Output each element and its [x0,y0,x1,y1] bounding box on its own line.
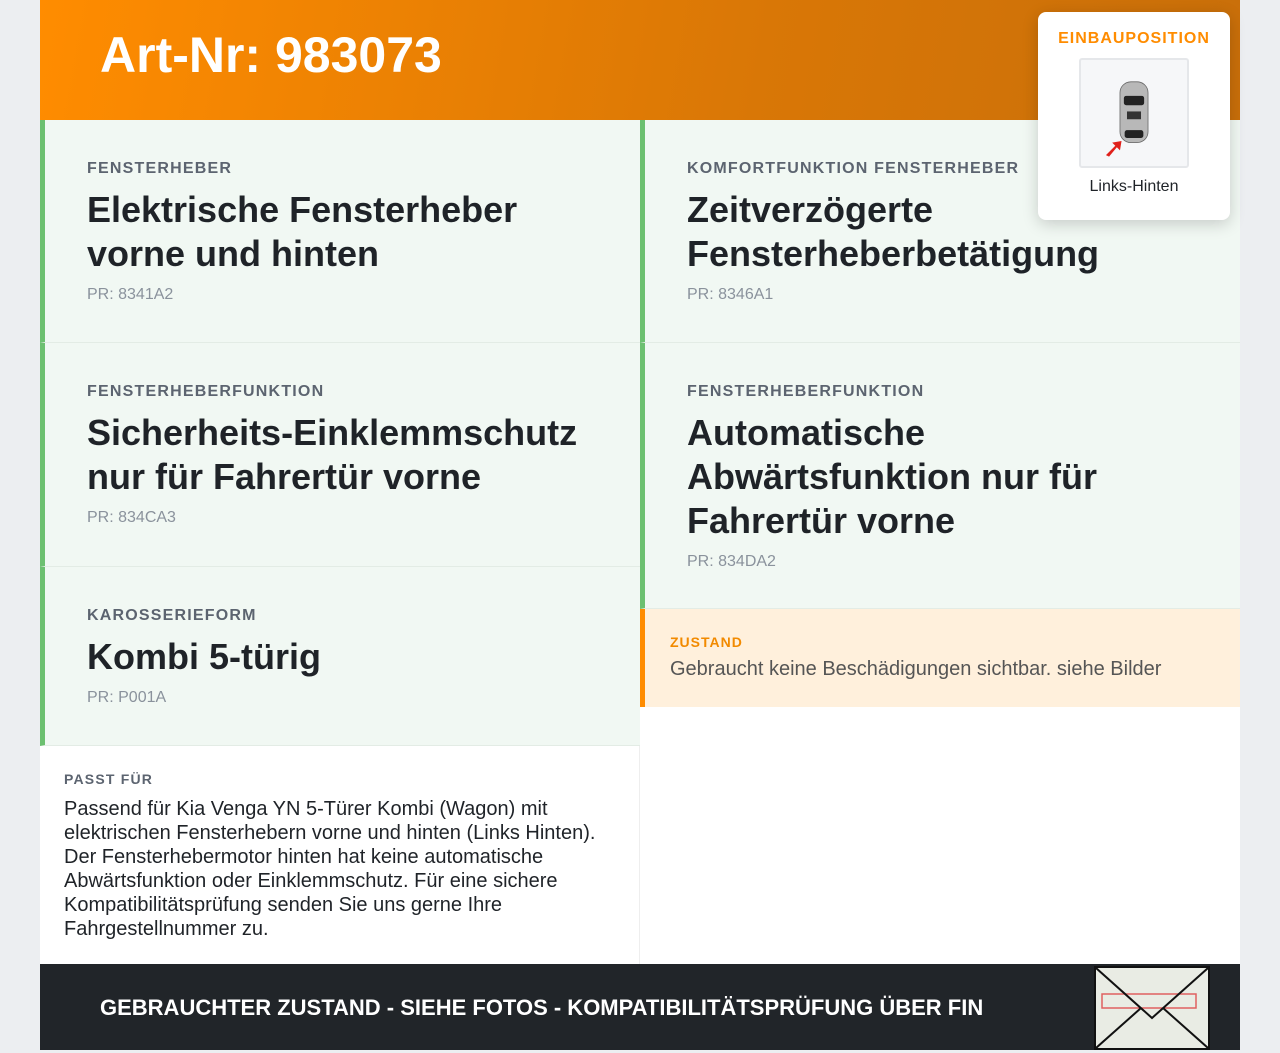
fits-box [40,746,640,964]
feature-title: Automatische Abwärtsfunktion nur für Fahrertür vorne [687,412,1097,541]
car-position-image [1079,58,1189,168]
feature-pr: PR: 8341A2 [87,286,174,303]
feature-pr: PR: 834DA2 [687,553,776,570]
mounting-position-value: Links-Hinten [1089,178,1179,195]
condition-box [640,609,1240,707]
feature-title: Sicherheits-Einklemmschutz nur für Fahrertür vorne [87,412,578,497]
condition-label: ZUSTAND [670,634,743,650]
fits-label: PASST FÜR [64,771,154,787]
feature-title: Kombi 5-türig [87,636,321,677]
footer-text: GEBRAUCHTER ZUSTAND - SIEHE FOTOS - KOMPATIBILITÄTSPRÜFUNG ÜBER FIN [100,995,984,1020]
footer-banner [40,964,1240,1050]
feature-card [40,120,640,343]
feature-pr: PR: 8346A1 [687,286,774,303]
feature-pr: PR: 834CA3 [87,509,176,526]
feature-card [40,567,640,746]
feature-card [640,343,1240,609]
feature-label: FENSTERHEBER [87,160,233,177]
vin-envelope-icon [1094,966,1210,1050]
fits-text: Passend für Kia Venga YN 5-Türer Kombi (Wagon) mit elektrischen Fensterhebern vorne und hinten (Links Hinten). Der Fensterhebermotor hinten hat keine automatische Abwärtsfunktion oder Einklemmschutz. Für eine sichere Kompatibilitätsprüfung senden Sie uns gerne Ihre Fahrgestellnummer zu. [64,798,596,940]
article-number: Art-Nr: 983073 [100,27,442,83]
feature-title: Zeitverzögerte Fensterheberbetätigung [687,189,1100,274]
feature-label: KAROSSERIEFORM [87,607,257,624]
condition-text: Gebraucht keine Beschädigungen sichtbar. siehe Bilder [670,658,1162,680]
feature-card [40,343,640,567]
feature-label: FENSTERHEBERFUNKTION [687,383,925,400]
feature-label: FENSTERHEBERFUNKTION [87,383,325,400]
car-top-view-icon [1081,60,1187,166]
mounting-position-label: EINBAUPOSITION [1058,30,1210,47]
feature-title: Elektrische Fensterheber vorne und hinten [87,189,518,274]
mounting-position-card [1038,12,1230,220]
feature-pr: PR: P001A [87,689,167,706]
feature-label: KOMFORTFUNKTION FENSTERHEBER [687,160,1020,177]
